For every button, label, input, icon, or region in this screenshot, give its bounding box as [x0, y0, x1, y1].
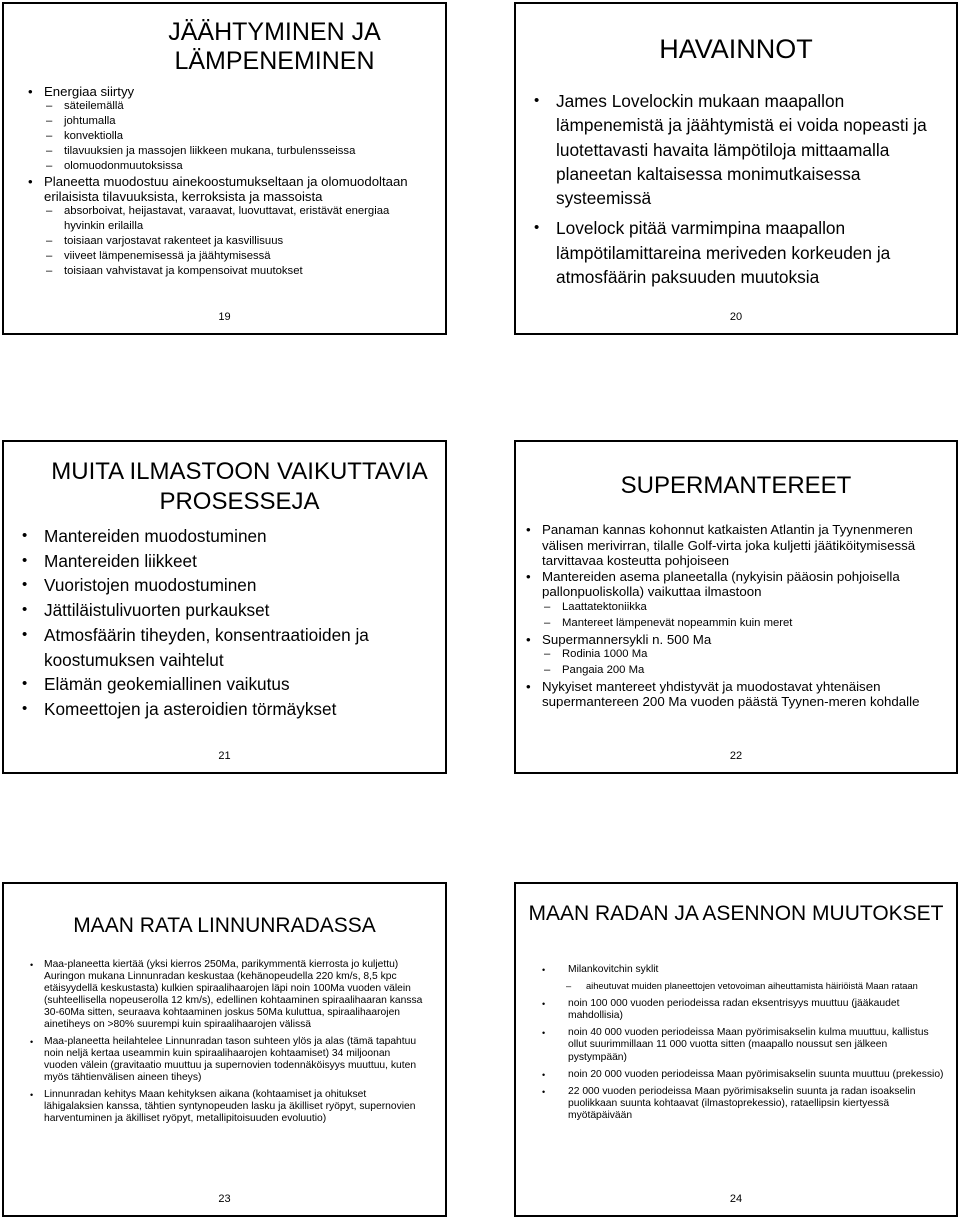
bullet-item: • Maa-planeetta kiertää (yksi kierros 250Ma, parikymmentä kierrosta jo kuljettu) Auringon mukana Linnunradan keskustaa (kehänopeudella 220 km/s, 8,5 kpc etäisyydellä keskustasta) kulkien spiraalihaarojen läpi noin 100Ma vuoden välein (suhteellisella nopeuserolla 12 km/s), edellinen kohtaaminen spiraalihaaran kanssa 30-60Ma sitten, seuraava kohtaaminen joskus 50Ma kuluttua, spiraalihaarojen ainetiheys on >80% suurempi kuin spiraalihaarojen välissä [44, 959, 423, 1031]
sub-bullet-item: – johtumalla [64, 114, 427, 129]
bullet-item: • Atmosfäärin tiheyden, konsentraatioiden ja koostumuksen vaihtelut [44, 623, 425, 672]
sub-bullet-item: – viiveet lämpenemisessä ja jäähtymisessä [64, 249, 427, 264]
bullet-item: • Milankovitchin syklit [568, 964, 946, 976]
sub-bullet-item: – absorboivat, heijastavat, varaavat, luovuttavat, eristävät energiaa hyvinkin erilailla [64, 204, 427, 234]
slide-21 [2, 440, 447, 774]
bullet-item: • Mantereiden liikkeet [44, 549, 425, 574]
bullet-item: • 22 000 vuoden periodeissa Maan pyörimisakselin suunta ja radan isoakselin puolikkaan suunta kohtaavat (ilmastoprekessio), rataellipsin kiertyessä myötäpäivään [568, 1086, 946, 1123]
bullet-item: • Maa-planeetta heilahtelee Linnunradan tason suhteen ylös ja alas (tämä tapahtuu noin neljä kertaa useammin kuin spiraalihaarojen kohtaamiset) 34 miljoonan vuoden välein (gravitaatio muuttuu ja supernovien todennäköisyys muuttuu, kuten myös tähtienvälisen aineen tiheys) [44, 1036, 423, 1084]
bullet-item: • Linnunradan kehitys Maan kehityksen aikana (kohtaamiset ja ohitukset lähigalaksien kanssa, tähtien syntynopeuden lasku ja äkilliset ryöpyt, supernovien harventuminen ja äkilliset ryöpyt, metallipitoisuuden evoluutio) [44, 1089, 423, 1125]
sub-bullet-item: – olomuodonmuutoksissa [64, 159, 427, 174]
bullet-list [542, 522, 942, 710]
page-number: 22 [729, 750, 743, 762]
slide-title: MUITA ILMASTOON VAIKUTTAVIA PROSESSEJA [51, 458, 428, 515]
sub-bullet-item: – toisiaan vahvistavat ja kompensoivat muutokset [64, 264, 427, 279]
bullet-item: • Panaman kannas kohonnut katkaisten Atlantin ja Tyynenmeren välisen merivirran, tilalle Golf-virta joka kuljetti jäätiköitymisessä tarvittavaa kosteutta pohjoiseen [542, 522, 942, 569]
sub-bullet-item: – säteilemällä [64, 99, 427, 114]
bullet-item: • noin 20 000 vuoden periodeissa Maan pyörimisakselin suunta muuttuu (prekessio) [568, 1069, 946, 1081]
slide-title: JÄÄHTYMINEN JA LÄMPENEMINEN [168, 18, 381, 75]
bullet-item: • Planeetta muodostuu ainekoostumukseltaan ja olomuodoltaan erilaisista tilavuuksista, kerroksista ja massoista [44, 174, 427, 204]
bullet-list [568, 964, 946, 1128]
sub-bullet-item: – Mantereet lämpenevät nopeammin kuin meret [562, 616, 942, 632]
page-number: 23 [218, 1193, 231, 1205]
slide-24 [514, 882, 958, 1217]
bullet-item: • noin 100 000 vuoden periodeissa radan eksentrisyys muuttuu (jääkaudet mahdollisia) [568, 998, 946, 1022]
slide-title: HAVAINNOT [659, 34, 813, 64]
slide-23 [2, 882, 447, 1217]
page-number: 20 [729, 311, 743, 323]
bullet-item: • Supermannersykli n. 500 Ma [542, 632, 942, 648]
page-number: 19 [218, 311, 231, 323]
bullet-list [44, 959, 423, 1130]
page-number: 21 [218, 750, 231, 762]
sub-bullet-item: – Laattatektoniikka [562, 600, 942, 616]
sub-bullet-item: – konvektiolla [64, 129, 427, 144]
sub-bullet-item: – Rodinia 1000 Ma [562, 647, 942, 663]
slide-22 [514, 440, 958, 774]
sub-bullet-item: – aiheutuvat muiden planeettojen vetovoiman aiheuttamista häiriöistä Maan rataan [586, 981, 946, 993]
bullet-list [44, 84, 427, 279]
slide-title: MAAN RATA LINNUNRADASSA [73, 914, 376, 937]
page-number: 24 [729, 1193, 743, 1205]
bullet-list [556, 89, 938, 295]
bullet-list [44, 524, 425, 722]
slide-20 [514, 2, 958, 335]
sub-bullet-item: – Pangaia 200 Ma [562, 663, 942, 679]
bullet-item: • Komeettojen ja asteroidien törmäykset [44, 697, 425, 722]
sub-bullet-item: – toisiaan varjostavat rakenteet ja kasvillisuus [64, 234, 427, 249]
bullet-item: • Energiaa siirtyy [44, 84, 427, 99]
bullet-item: • Jättiläistulivuorten purkaukset [44, 598, 425, 623]
bullet-item: • James Lovelockin mukaan maapallon lämpenemistä ja jäähtymistä ei voida nopeasti ja luotettavasti havaita lämpötiloja mittaamalla planeetan kaltaisessa monimutkaisessa systeemissä [556, 89, 938, 210]
bullet-item: • Elämän geokemiallinen vaikutus [44, 672, 425, 697]
bullet-item: • Lovelock pitää varmimpina maapallon lämpötilamittareina meriveden korkeuden ja atmosfäärin paksuuden muutoksia [556, 216, 938, 289]
slide-19 [2, 2, 447, 335]
bullet-item: • Nykyiset mantereet yhdistyvät ja muodostavat yhtenäisen supermantereen 200 Ma vuoden päästä Tyynen-meren kohdalle [542, 679, 942, 710]
bullet-item: • noin 40 000 vuoden periodeissa Maan pyörimisakselin kulma muuttuu, kallistus ollut suurimmillaan 11 000 vuotta sitten (maapallo noussut sen jälkeen pystympään) [568, 1027, 946, 1064]
bullet-item: • Vuoristojen muodostuminen [44, 573, 425, 598]
bullet-item: • Mantereiden muodostuminen [44, 524, 425, 549]
bullet-item: • Mantereiden asema planeetalla (nykyisin pääosin pohjoisella pallonpuoliskolla) vaikuttaa ilmastoon [542, 569, 942, 600]
slide-title: SUPERMANTEREET [620, 472, 852, 499]
slide-title: MAAN RADAN JA ASENNON MUUTOKSET [528, 902, 944, 925]
sub-bullet-item: – tilavuuksien ja massojen liikkeen mukana, turbulensseissa [64, 144, 427, 159]
